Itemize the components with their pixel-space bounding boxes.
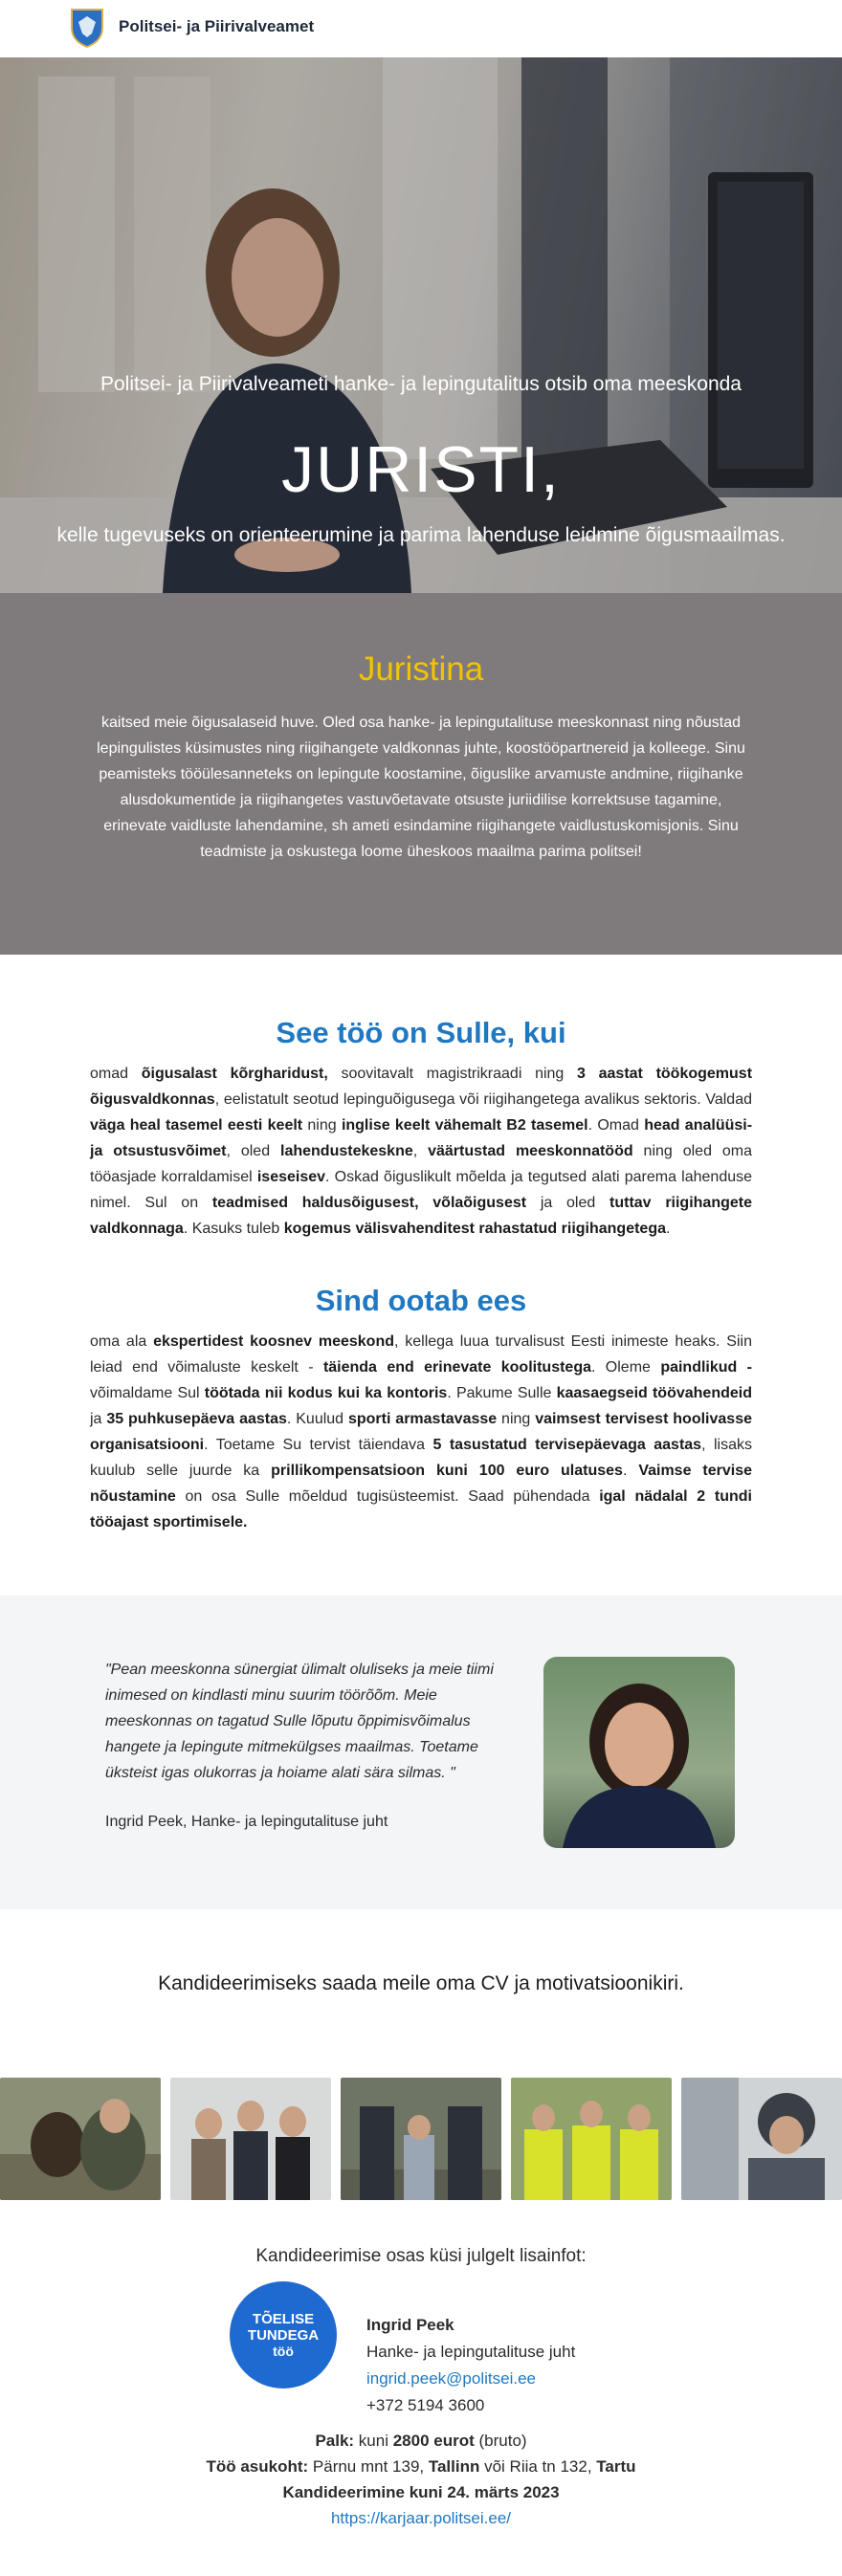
hero-tagline: kelle tugevuseks on orienteerumine ja parima lahenduse leidmine õigusmaailmas. [56,524,786,546]
offer-highlight: Vaimse tervise nõustamine [90,1463,752,1505]
offer-highlight: kaasaegseid töövahendeid [556,1385,752,1401]
offer-highlight: 35 puhkusepäeva aastas [106,1411,287,1427]
contact-phone: +372 5194 3600 [366,2396,485,2414]
fit-text: , [412,1143,429,1159]
salary-line [0,2428,842,2454]
offer-text: oma ala [90,1333,154,1350]
career-site-link[interactable]: https://karjaar.politsei.ee/ [330,2509,512,2527]
fit-heading: See töö on Sulle, kui [276,1016,566,1049]
location-line [0,2454,842,2479]
fit-highlight: iseseisev [256,1169,326,1185]
contact-name: Ingrid Peek [366,2316,454,2334]
offer-text: . Oleme [591,1359,661,1376]
fit-highlight: väga heal tasemel eesti keelt [90,1117,303,1134]
site-header [0,0,842,57]
photo-helicopter-pilot [681,2078,842,2200]
intro-section [0,593,842,955]
manager-portrait [543,1657,735,1848]
fit-text: . Kasuks tuleb [183,1221,284,1237]
fit-paragraph [90,1061,752,1242]
salary-value: 2800 eurot [392,2432,475,2450]
police-shield-logo-icon [69,7,105,49]
offer-text: . Pakume Sulle [447,1385,557,1401]
fit-highlight: tuttav riigihangete valdkonnaga [90,1195,752,1237]
hero-banner [0,57,842,593]
photo-k9-officer [0,2078,161,2200]
offer-text: , lisaks kuulub selle juurde ka [90,1437,752,1479]
hero-title: JURISTI, [281,433,561,506]
fit-text: , eelistatult seotud lepinguõigusega või riigihangetega avalikus sektoris. Valdad [214,1091,752,1108]
contact-email-link[interactable]: ingrid.peek@politsei.ee [366,2369,536,2388]
offer-paragraph [90,1329,752,1535]
badge-line-3: töö [273,2344,294,2359]
offer-text: ning [497,1411,536,1427]
salary-label: Palk: [315,2432,355,2450]
intro-heading: Juristina [358,650,484,688]
intro-text: kaitsed meie õigusalaseid huve. Oled osa hanke- ja lepingutalituse meeskonnast ning nõustad lepingulistes küsimustes ning riigihangete valdkonnas juhte, koostööpartnereid ja kolleege. Sinu peamisteks tööülesanneteks on lepingute koostamine, õiguslike arvamuste andmine, riigihanke alusdokumentide ja riigihangetes vastuvõetavate otsuste juriidilise korrektsuse tagamine, erinevate vaidluste lahendamine, sh ameti esindamine riigihangete vaidlustuskomisjonis. Sinu teadmiste ja oskustega loome üheskoos maailma parima politsei! [97,715,745,860]
contact-card [366,2312,575,2419]
offer-text: ja [90,1411,107,1427]
offer-text: võimaldame Sul [90,1385,205,1401]
offer-highlight: paindlikud - [660,1359,753,1376]
deadline-line: Kandideerimine kuni 24. märts 2023 [282,2483,560,2501]
photo-officers-with-child [341,2078,501,2200]
contact-role: Hanke- ja lepingutalituse juht [366,2343,576,2361]
campaign-badge [230,2281,337,2389]
testimonial-section [0,1596,842,1909]
hero-overlay [0,57,842,593]
badge-line-1: TÕELISE [252,2311,315,2327]
fit-highlight: teadmised haldusõigusest, võlaõigusest [211,1195,527,1211]
fit-text: . Oskad õiguslikult mõelda ja tegutsed alati parema lahenduse nimel. Sul on [90,1169,753,1211]
salary-pre: kuni [354,2432,393,2450]
offer-text: . [622,1463,639,1479]
fit-text: , oled [226,1143,281,1159]
offer-highlight: sporti armastavasse [347,1411,498,1427]
fit-text: . Omad [587,1117,645,1134]
fit-highlight: head analüüsi- ja otsustusvõimet [90,1117,753,1159]
fit-highlight: inglise keelt vähemalt B2 tasemel [341,1117,588,1134]
fit-highlight: väärtustad meeskonnatööd [428,1143,633,1159]
location-label: Töö asukoht: [206,2457,309,2476]
photo-family-group [170,2078,331,2200]
offer-heading: Sind ootab ees [315,1284,527,1317]
location-address-1: Pärnu mnt 139, [308,2457,429,2476]
testimonial-quote: "Pean meeskonna sünergiat ülimalt oluliseks ja meie tiimi inimesed on kindlasti minu suurim töörõõm. Meie meeskonnas on tagatud Sulle lõputu õppimisvõimalus hangete ja lepingute mitmekülgses maailmas. Toetame üksteist igas olukorras ja hoiame alati sära silmas. " [105,1662,494,1781]
photo-strip [0,2078,842,2200]
offer-highlight: täienda end erinevate koolitustega [322,1359,591,1376]
offer-highlight: ekspertidest koosnev meeskond [153,1333,394,1350]
contact-heading: Kandideerimise osas küsi julgelt lisainfot: [255,2246,587,2266]
brand-name[interactable]: Politsei- ja Piirivalveamet [119,17,315,35]
badge-line-2: TUNDEGA [247,2327,320,2344]
fit-text: ja oled [526,1195,610,1211]
fit-highlight: kogemus välisvahenditest rahastatud riigihangetega [283,1221,666,1237]
location-city-1: Tallinn [428,2457,480,2476]
fit-text: . [666,1221,671,1237]
fit-highlight: 3 aastat töökogemust õigusvaldkonnas [90,1066,753,1108]
offer-text: . Kuulud [286,1411,348,1427]
fit-text: omad [90,1066,142,1082]
photo-three-officers [511,2078,672,2200]
offer-highlight: prillikompensatsioon kuni 100 euro ulatuses [271,1463,623,1479]
fit-highlight: lahendustekeskne [280,1143,413,1159]
offer-text: , kellega luua turvalisust Eesti inimeste heaks. Siin leiad end võimaluste keskelt - [90,1333,752,1376]
location-address-2: või Riia tn 132, [479,2457,597,2476]
job-details [0,2428,842,2531]
manager-portrait-image [543,1657,735,1848]
location-city-2: Tartu [596,2457,636,2476]
fit-highlight: õigusalast kõrgharidust, [141,1066,328,1082]
offer-highlight: töötada nii kodus kui ka kontoris [204,1385,448,1401]
offer-highlight: vaimsest tervisest hoolivasse organisatsiooni [90,1411,752,1453]
offer-highlight: 5 tasustatud tervisepäevaga aastas [432,1437,702,1453]
fit-text: ning oled oma tööasjade korraldamisel [90,1143,752,1185]
offer-text: . Toetame Su tervist täiendava [204,1437,433,1453]
fit-text: ning [302,1117,342,1134]
fit-text: soovitavalt magistrikraadi ning [327,1066,578,1082]
hero-subtitle: Politsei- ja Piirivalveameti hanke- ja lepingutalitus otsib oma meeskonda [100,373,742,395]
offer-highlight: igal nädalal 2 tundi tööajast sportimisele. [90,1488,752,1530]
testimonial-author: Ingrid Peek, Hanke- ja lepingutalituse juht [105,1814,388,1830]
salary-post: (bruto) [474,2432,527,2450]
offer-text: on osa Sulle mõeldud tugisüsteemist. Saad pühendada [175,1488,600,1505]
apply-instruction: Kandideerimiseks saada meile oma CV ja motivatsioonikiri. [158,1972,684,1994]
